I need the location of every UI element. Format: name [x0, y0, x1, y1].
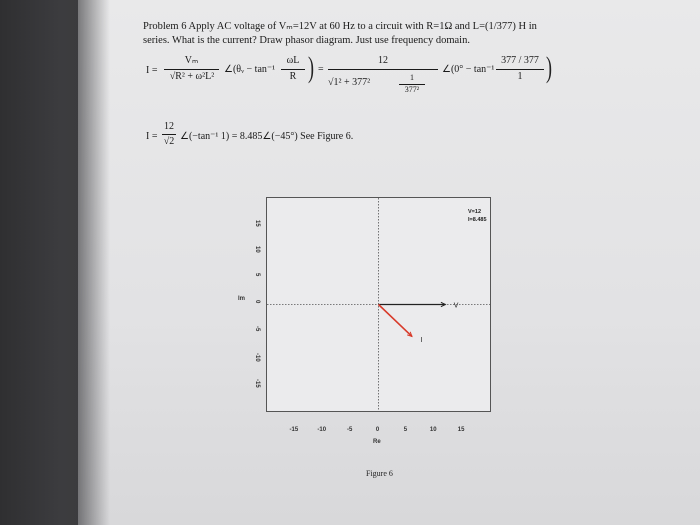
eq1-inner-num: 1: [410, 73, 414, 82]
problem-statement: [143, 20, 613, 48]
phasor-svg: [267, 198, 490, 411]
y-tick-label: -5: [254, 326, 260, 332]
problem-line-2: series. What is the current? Draw phasor diagram. Just use frequency domain.: [143, 35, 470, 46]
x-axis-label: Re: [373, 439, 381, 445]
eq1-lhs: I =: [146, 65, 158, 76]
eq1-num1: Vₘ: [184, 55, 199, 66]
y-tick-label: -10: [254, 352, 260, 362]
y-tick-label: 15: [254, 219, 260, 227]
eq1-equals: =: [318, 64, 324, 75]
eq1-inner-den: 377²: [404, 85, 420, 94]
x-tick-label: -5: [346, 427, 353, 433]
eq1-num2: 12: [378, 55, 388, 66]
x-tick-label: -10: [317, 427, 327, 433]
background-shadow: [0, 0, 110, 525]
eq1-frac2-num: 377 / 377: [501, 55, 539, 66]
y-tick-label: 10: [254, 246, 260, 253]
y-tick-label: 0: [254, 299, 260, 303]
figure-caption: Figure 6: [366, 469, 393, 478]
x-tick-label: 15: [457, 427, 465, 433]
x-tick-label: 0: [375, 427, 380, 433]
x-tick-label: 10: [429, 427, 437, 433]
eq1-fraction-bar-5: [496, 69, 544, 70]
y-tick-label: -15: [254, 379, 260, 389]
equation-2: [146, 121, 446, 155]
legend-entry-i: I=8.485: [468, 217, 487, 223]
vector-label-i: I: [420, 337, 423, 345]
eq2-fraction-bar: [162, 134, 176, 135]
x-tick-label: -15: [289, 427, 299, 433]
eq1-fraction-bar-2: [281, 69, 305, 70]
eq1-angle2: ∠(0° − tan⁻¹: [442, 64, 495, 75]
y-tick-label: 5: [254, 272, 260, 277]
eq1-den1: √R² + ω²L²: [169, 71, 215, 82]
vector-label-v: V: [453, 302, 459, 310]
phasor-plot: [266, 197, 491, 412]
equation-1: [146, 51, 556, 101]
y-axis-label: Im: [238, 296, 246, 302]
eq1-fraction-bar-3: [328, 69, 438, 70]
eq1-fraction-bar-1: [164, 69, 219, 70]
eq2-lhs: I =: [146, 131, 158, 142]
eq2-den: √2: [163, 136, 175, 147]
eq2-num: 12: [164, 121, 174, 132]
eq1-close-paren-2: ): [546, 51, 552, 84]
eq1-frac-den: R: [289, 71, 297, 82]
eq1-frac2-den: 1: [517, 71, 523, 82]
eq1-frac-num: ωL: [286, 55, 300, 66]
eq2-rest: ∠(−tan⁻¹ 1) = 8.485∠(−45°) See Figure 6.: [180, 131, 354, 142]
problem-line-1: Problem 6 Apply AC voltage of Vₘ=12V at 60 Hz to a circuit with R=1Ω and L=(1/377) H in: [143, 21, 537, 32]
eq1-close-paren-1: ): [308, 51, 314, 84]
legend-entry-v: V=12: [468, 209, 481, 215]
eq1-den2: √1² + 377²: [328, 77, 371, 88]
eq1-angle1: ∠(θᵥ − tan⁻¹: [224, 64, 276, 75]
phasor-vector-i: [379, 305, 412, 337]
x-tick-label: 5: [403, 427, 408, 433]
